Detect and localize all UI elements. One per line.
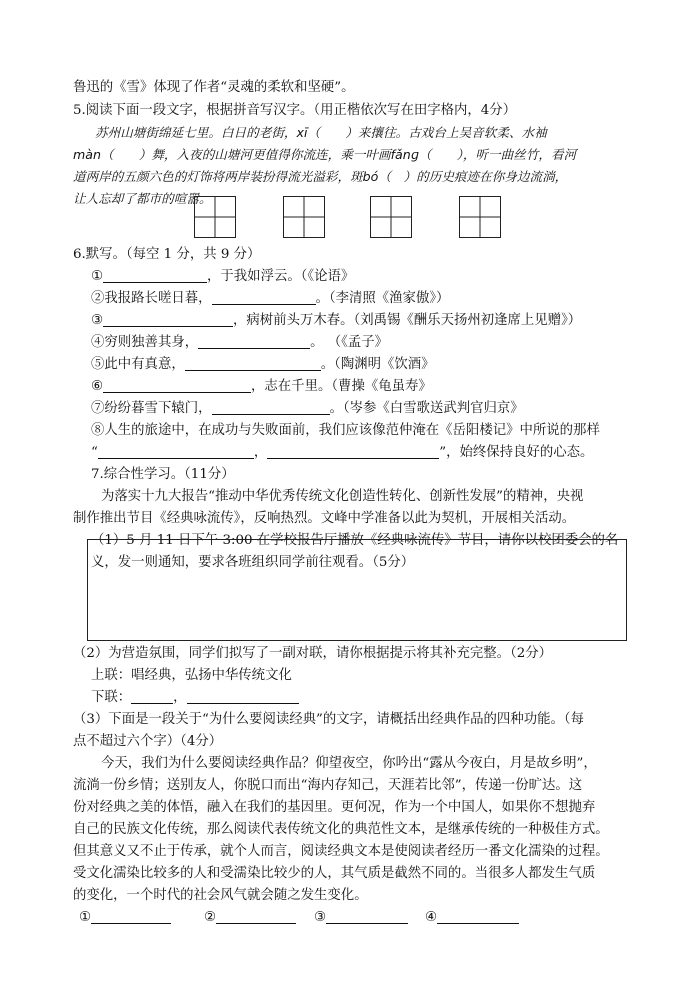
couplet-upper: 上联：唱经典，弘扬中华传统文化 bbox=[91, 668, 292, 683]
answer-row: ④ bbox=[425, 908, 519, 928]
dictation-item-6: ⑥ ，志在千里。（曹操《龟虽寿》 bbox=[91, 379, 432, 394]
reading-line: 份对经典之美的体悟，融入在我们的基因里。更何况，作为一个中国人，如果你不想抛弃 bbox=[73, 800, 596, 815]
answer-blank[interactable] bbox=[91, 909, 171, 924]
tianzige-grid-row bbox=[0, 196, 696, 240]
tianzige-box[interactable] bbox=[459, 196, 501, 238]
tianzige-box[interactable] bbox=[283, 196, 325, 238]
answer-blank[interactable] bbox=[185, 356, 321, 371]
couplet-lower: 下联： ， bbox=[91, 688, 299, 708]
subquestion-3-cont: 点不超过六个字）（4分） bbox=[73, 734, 223, 749]
answer-blank[interactable] bbox=[212, 400, 330, 415]
question-6-title: 6.默写。（每空 1 分，共 9 分） bbox=[73, 247, 261, 262]
dictation-item-5: ⑤此中有真意， 。（陶渊明《饮酒》 bbox=[91, 357, 435, 372]
subquestion-2: （2）为营造氛围，同学们拟写了一副对联，请你根据提示将其补充完整。（2分） bbox=[73, 646, 553, 661]
passage-line: 苏州山塘街绵延七里。白日的老街，xī（ ）来攘往。古戏台上吴音软柔、水袖 bbox=[95, 125, 547, 140]
reading-line: 但其意义又不止于传承，就个人而言，阅读经典文本是使阅读者经历一番文化濡染的过程。 bbox=[73, 844, 609, 859]
dictation-item-7: ⑦纷纷暮雪下辕门， 。（岑参《白雪歌送武判官归京》 bbox=[91, 401, 524, 416]
answer-blank[interactable] bbox=[198, 334, 310, 349]
dictation-item-3: ③ ，病树前头万木春。（刘禹锡《酬乐天扬州初逢席上见赠》） bbox=[91, 313, 582, 328]
reading-line: 自己的民族文化传统，那么阅读代表传统文化的典范性文本，是继承传统的一种极佳方式。 bbox=[73, 822, 609, 837]
intro-line: 为落实十九大报告“推动中华优秀传统文化创造性转化、创新性发展”的精神，央视 bbox=[101, 489, 584, 504]
answer-blank[interactable] bbox=[103, 312, 233, 327]
answer-row: ② bbox=[204, 908, 296, 928]
reading-line: 的变化，一个时代的社会风气就会随之发生变化。 bbox=[73, 888, 368, 903]
dictation-item-8-blanks: “ ， ”，始终保持良好的心态。 bbox=[91, 445, 594, 460]
question-7-title: 7.综合性学习。（11分） bbox=[91, 467, 235, 482]
answer-blank[interactable] bbox=[437, 909, 519, 924]
text-line: 鲁迅的《雪》体现了作者“灵魂的柔软和坚硬”。 bbox=[73, 80, 355, 95]
dictation-item-8: ⑧人生的旅途中，在成功与失败面前，我们应该像范仲淹在《岳阳楼记》中所说的那样 bbox=[91, 423, 600, 438]
answer-row: ③ bbox=[314, 908, 408, 928]
answer-blank[interactable] bbox=[267, 444, 439, 459]
passage-line: 道两岸的五颜六色的灯饰将两岸装扮得流光溢彩，斑bó（ ）的历史痕迹在你身边流淌， bbox=[73, 169, 568, 184]
tianzige-box[interactable] bbox=[194, 196, 236, 238]
answer-blank[interactable] bbox=[212, 290, 316, 305]
dictation-item-4: ④穷则独善其身， 。 （《孟子》 bbox=[91, 335, 389, 350]
reading-line: 受文化濡染比较多的人和受濡染比较少的人，其气质是截然不同的。当很多人都发生气质 bbox=[73, 866, 596, 881]
reading-line: 今天，我们为什么要阅读经典作品？仰望夜空，你吟出“露从今夜白，月是故乡明”， bbox=[101, 756, 597, 771]
intro-line: 制作推出节目《经典咏流传》，反响热烈。文峰中学准备以此为契机，开展相关活动。 bbox=[73, 511, 576, 526]
passage-line: màn（ ）舞，入夜的山塘河更值得你流连，乘一叶画fǎnɡ（ ），听一曲丝竹，看河 bbox=[73, 147, 577, 162]
passage-line: 让人忘却了都市的喧嚣。 bbox=[73, 191, 212, 206]
answer-blank[interactable] bbox=[103, 268, 207, 283]
answer-blank[interactable] bbox=[98, 444, 254, 459]
answer-blank[interactable] bbox=[131, 689, 173, 704]
reading-line: 流淌一份乡情；送别友人，你脱口而出“海内存知己，天涯若比邻”，传递一份旷达。这 bbox=[73, 778, 583, 793]
subquestion-1-cont: 义，发一则通知，要求各班组织同学前往观看。（5分） bbox=[91, 555, 415, 570]
answer-blank[interactable] bbox=[103, 378, 251, 393]
answer-blank[interactable] bbox=[187, 689, 299, 704]
answer-blank[interactable] bbox=[326, 909, 408, 924]
subquestion-3: （3）下面是一段关于“为什么要阅读经典”的文字，请概括出经典作品的四种功能。（每 bbox=[73, 712, 584, 727]
dictation-item-1: ① ，于我如浮云。（《论语》 bbox=[91, 269, 355, 284]
dictation-item-2: ②我报路长嗟日暮， 。（李清照《渔家傲》） bbox=[91, 291, 450, 306]
question-5-title: 5.阅读下面一段文字，根据拼音写汉字。（用正楷依次写在田字格内，4分） bbox=[73, 103, 517, 118]
answer-blank[interactable] bbox=[216, 909, 296, 924]
tianzige-box[interactable] bbox=[370, 196, 412, 238]
answer-row: ① bbox=[79, 908, 171, 928]
subquestion-1: （1）5 月 11 日下午 3:00 在学校报告厅播放《经典咏流传》节目，请你以校团委会的名 bbox=[91, 533, 619, 548]
